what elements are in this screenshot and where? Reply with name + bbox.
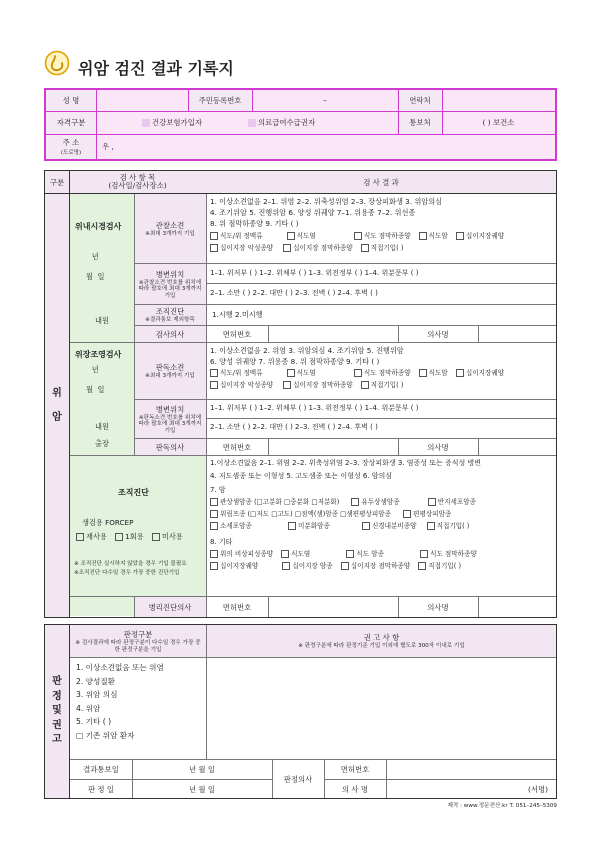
judge-item[interactable]: 4. 위암 — [76, 703, 101, 713]
addr-label-sub: (도로명) — [60, 150, 82, 156]
checkbox[interactable] — [287, 369, 295, 377]
checkbox[interactable] — [354, 369, 362, 377]
stomach-side-label: 위 암 — [45, 194, 69, 617]
checkbox[interactable] — [152, 533, 160, 541]
checkbox[interactable] — [419, 232, 427, 240]
other-row — [210, 562, 554, 570]
footer-credit: 제작 : www.정문전산.kr T. 051–245–5309 — [447, 803, 557, 809]
notify-date-label: 결과통보일 — [83, 765, 119, 774]
judge-item[interactable]: 1. 이상소견없음 또는 위염 — [76, 663, 164, 672]
phone-field[interactable] — [442, 90, 555, 111]
verdict-license-field[interactable] — [386, 760, 556, 779]
verdict-doctor-name-label: 의 사 명 — [341, 784, 369, 794]
biopsy-doctor-name-field[interactable] — [478, 597, 556, 617]
endo-doctor-name-label: 의사명 — [427, 329, 449, 339]
biopsy-sample: 생검용 FORCEP — [82, 518, 134, 527]
checkbox[interactable] — [341, 562, 349, 570]
biopsy-sample-opts — [76, 533, 183, 541]
biopsy-doctor-label: 병리진단의사 — [134, 597, 206, 617]
checkbox-label: 직접기입( ) — [436, 522, 470, 530]
checkbox[interactable] — [210, 244, 218, 252]
checkbox[interactable] — [283, 381, 291, 389]
checkbox-label: 식도암 — [428, 369, 448, 378]
checkbox[interactable] — [115, 533, 123, 541]
cancer-row — [210, 510, 554, 518]
checkbox[interactable] — [282, 562, 290, 570]
endo-findings-label-text: 관찰소견 — [155, 220, 185, 230]
endo-findings-line: 4. 조기위암 5. 진행위암 6. 양성 위궤양 7–1. 위용종 7–2. 위선종 — [210, 208, 416, 218]
notify-date-field[interactable]: 년 월 일 — [188, 765, 216, 774]
endo-date: 년 월 일 — [86, 252, 105, 282]
ugi-date: 년 월 일 — [86, 365, 105, 395]
endo-location-label — [134, 264, 206, 304]
name-field[interactable] — [96, 90, 188, 111]
checkbox-label: 식도염 — [296, 231, 316, 240]
endo-location-line2: 2–1. 소만 ( ) 2–2. 대만 ( ) 2–3. 전벽 ( ) 2–4. 후벽 ( ) — [210, 289, 378, 297]
sign-label: (서명) — [527, 784, 548, 794]
ugi-license-label: 면허번호 — [222, 442, 252, 452]
checkbox-label: 십이지장 점막하종양 — [293, 381, 353, 390]
addr-label — [46, 134, 96, 159]
endo-box-row — [210, 244, 554, 252]
verdict-side-label: 판 정 및 권 고 — [45, 625, 69, 798]
ugi-doctor-name-label: 의사명 — [427, 442, 449, 452]
ugi-findings-label-text: 판독소견 — [155, 363, 185, 373]
checkbox[interactable] — [427, 522, 435, 530]
checkbox-label: 십이지장 암종 — [292, 562, 333, 570]
checkbox-label: 십이지장 악성종양 — [220, 381, 274, 390]
biopsy-note1: ※ 조직진단 실시하지 않았을 경우 기입 불필요 — [74, 561, 187, 567]
endo-findings-line: 8. 위 점막하종양 9. 기타 ( ) — [210, 219, 299, 229]
judge-item[interactable]: 3. 위암 의심 — [76, 690, 118, 700]
judge-doctor-label: 판정의사 — [283, 774, 313, 784]
checkbox-label: 식도 점막하종양 — [363, 231, 411, 240]
checkbox-label: 식도암 — [428, 231, 448, 240]
page-title: 위암 검진 결과 기록지 — [78, 59, 234, 78]
clinic-field[interactable]: ( ) 보건소 — [442, 111, 555, 134]
endo-license-field[interactable] — [268, 326, 398, 342]
exam-header-col2a: 검 사 항 목 — [119, 172, 156, 182]
exam-header-col2 — [69, 171, 206, 193]
ugi-findings-line: 6. 양성 위궤양 7. 위용종 8. 위 점막하종양 9. 기타 ( ) — [210, 357, 380, 367]
qual-label: 자격구분 — [46, 111, 96, 134]
endo-findings-sub: ※최대 3개까지 기입 — [145, 230, 195, 237]
stomach-logo-icon — [44, 50, 70, 76]
judge-sub: ※ 검사결과에 따라 판정구분이 다수일 경우 가장 중한 판정구분을 기입 — [75, 640, 201, 653]
checkbox[interactable] — [403, 510, 411, 518]
checkbox[interactable] — [210, 498, 218, 506]
name-label: 성 명 — [46, 90, 96, 111]
verdict-license-label: 면허번호 — [340, 765, 370, 774]
biopsy-results — [210, 460, 554, 570]
biopsy-line: 4. 저도샘종 또는 이형성 5. 고도샘종 또는 이형성 6. 암의심 — [210, 472, 393, 480]
checkbox-label: 십이지장궤양 — [465, 369, 505, 378]
checkbox-label: 십이지장궤양 — [465, 231, 505, 240]
advice-sub: ※ 판정구분에 따라 판정기준 기입 이외에 별도로 300자 이내로 기입 — [298, 643, 465, 650]
endo-biopsy-label-text: 조직진단 — [155, 307, 185, 317]
checkbox[interactable] — [210, 550, 218, 558]
checkbox-label: 유두상샘암종 — [361, 498, 400, 506]
checkbox-label: 편평상피암종 — [413, 510, 452, 518]
checkbox-label: 식도염 — [291, 550, 311, 558]
ugi-license-field[interactable] — [268, 439, 398, 455]
checkbox[interactable] — [210, 522, 218, 530]
ugi-findings-line: 1. 이상소견없음 2. 위염 3. 위암의심 4. 조기위암 5. 진행위암 — [210, 346, 404, 355]
checkbox-label: 직접기입( ) — [428, 562, 462, 570]
ugi-findings-sub: ※최대 3개까지 기입 — [145, 373, 195, 380]
qual-field — [96, 111, 398, 134]
checkbox-label: 소세포암종 — [220, 522, 252, 530]
checkbox[interactable] — [354, 232, 362, 240]
judge-date-label: 판 정 일 — [87, 784, 115, 794]
checkbox[interactable] — [420, 550, 428, 558]
checkbox-label: 반지세포암종 — [437, 498, 476, 506]
checkbox[interactable] — [418, 562, 426, 570]
ugi-box-row — [210, 381, 554, 389]
checkbox[interactable] — [210, 381, 218, 389]
ugi-location-label — [134, 400, 206, 438]
addr-field[interactable]: 우 , — [96, 134, 555, 159]
biopsy-line: 8. 기타 — [210, 538, 233, 546]
endo-place: 내원 — [95, 316, 109, 325]
judge-items — [76, 664, 164, 740]
addr-label-text: 주 소 — [62, 138, 80, 147]
checkbox-label: 식도 암종 — [356, 550, 384, 558]
qual-option-2: 의료급여수급권자 — [257, 118, 316, 127]
endo-biopsy-value: 1.시행 2.미시행 — [212, 310, 263, 319]
endo-findings-label — [134, 194, 206, 263]
ugi-location-label-text: 병변위치 — [155, 404, 185, 414]
endo-license-label: 면허번호 — [222, 329, 252, 339]
checkbox-label: 식도/위 정맥류 — [220, 231, 263, 240]
checkbox-label: 미사용 — [161, 532, 183, 541]
checkbox[interactable] — [210, 510, 218, 518]
biopsy-title: 조직진단 — [118, 488, 149, 497]
ugi-doctor-label: 판독의사 — [134, 439, 206, 455]
qual-checkbox-1[interactable] — [142, 119, 150, 127]
checkbox-label: 식도/위 정맥류 — [220, 369, 263, 378]
endo-location-sub: ※관찰소견 번호를 위치에 따라 괄호에 최대 3개까지 기입 — [138, 279, 202, 299]
qual-checkbox-2[interactable] — [248, 119, 256, 127]
checkbox-label: 직접기입( ) — [370, 381, 404, 390]
exam-header-col2b: (검사일/검사장소) — [108, 181, 167, 190]
checkbox-label: 신경내분비종양 — [371, 522, 417, 530]
checkbox-label: 십이지장 점막하종양 — [293, 243, 353, 252]
checkbox[interactable] — [361, 381, 369, 389]
biopsy-license-field[interactable] — [268, 597, 398, 617]
biopsy-line: 7. 암 — [210, 486, 226, 494]
endo-box-row — [210, 232, 554, 240]
judge-item[interactable]: □ 기존 위암 환자 — [76, 730, 135, 740]
checkbox[interactable] — [362, 522, 370, 530]
exam-header-col3: 검 사 결 과 — [206, 171, 556, 193]
checkbox[interactable] — [210, 369, 218, 377]
checkbox[interactable] — [346, 550, 354, 558]
advice-header — [207, 625, 556, 657]
cancer-row — [210, 522, 554, 530]
ugi-location-sub: ※판독소견 번호를 위치에 따라 괄호에 최대 3개까지 기입 — [138, 414, 202, 434]
endo-biopsy-sub: ※결과통보 제외항목 — [145, 317, 195, 324]
phone-label: 연락처 — [398, 90, 442, 111]
endo-location-label-text: 병변위치 — [155, 269, 185, 279]
checkbox[interactable] — [283, 244, 291, 252]
judge-item[interactable]: 2. 양성질환 — [76, 676, 116, 686]
checkbox[interactable] — [287, 232, 295, 240]
clinic-label: 통보처 — [398, 111, 442, 134]
checkbox-label: 십이지장 점막하종양 — [350, 562, 411, 570]
checkbox-label: 재사용 — [86, 532, 107, 541]
endo-findings-line: 1. 이상소견없음 2–1. 위염 2–2. 위축성위염 2–3. 장상피화생 3. 위암의심 — [210, 197, 443, 206]
biopsy-note2: ※조직진단 다수일 경우 가장 중한 진단기입 — [74, 570, 180, 576]
ugi-box-row — [210, 369, 554, 377]
checkbox-label: 십이지장 악성종양 — [220, 243, 274, 252]
checkbox[interactable] — [210, 562, 218, 570]
checkbox-label: 식도 점막하종양 — [430, 550, 477, 558]
checkbox[interactable] — [210, 232, 218, 240]
ugi-title: 위장조영검사 — [75, 350, 122, 359]
verdict-doctor-name-field[interactable] — [386, 780, 556, 798]
endo-location-line1: 1–1. 위저부 ( ) 1–2. 위체부 ( ) 1–3. 위전정부 ( ) 1–4. 위분문부 ( ) — [210, 269, 419, 277]
checkbox[interactable] — [428, 498, 436, 506]
ugi-findings — [210, 347, 554, 389]
checkbox[interactable] — [456, 369, 464, 377]
endo-doctor-label: 검사의사 — [134, 326, 206, 342]
ugi-location-line2: 2–1. 소만 ( ) 2–2. 대만 ( ) 2–3. 전벽 ( ) 2–4. 후벽 ( ) — [210, 423, 378, 431]
biopsy-line: 1.이상소견없음 2–1. 위염 2–2. 위축성위염 2–3. 장상피화생 3. 염증성 또는 증식성 병변 — [210, 459, 482, 467]
ugi-location-line1: 1–1. 위저부 ( ) 1–2. 위체부 ( ) 1–3. 위전정부 ( ) 1–4. 위분문부 ( ) — [210, 404, 419, 412]
checkbox-label: 직접기입( ) — [370, 243, 404, 252]
rrn-label: 주민등록번호 — [188, 90, 252, 111]
endo-doctor-name-field[interactable] — [478, 326, 556, 342]
checkbox-label: 미분화암종 — [297, 522, 330, 530]
judge-header — [70, 625, 206, 657]
biopsy-license-label: 면허번호 — [222, 602, 252, 612]
checkbox-label: 1회용 — [125, 532, 144, 541]
cancer-row — [210, 498, 554, 506]
checkbox[interactable] — [361, 244, 369, 252]
checkbox-label: 십이지장궤양 — [220, 562, 259, 570]
other-row — [210, 550, 554, 558]
ugi-place: 내원 출장 — [95, 422, 109, 449]
endo-biopsy-label — [134, 305, 206, 325]
checkbox[interactable] — [288, 522, 296, 530]
checkbox-label: 위림프종 (□저도 □고도) □점액(샘)암종 □샘편평상피암종 — [220, 510, 391, 518]
checkbox[interactable] — [281, 550, 289, 558]
rrn-field[interactable]: – — [252, 90, 398, 111]
checkbox-label: 식도염 — [296, 369, 316, 378]
judge-title: 판정구분 — [123, 630, 153, 640]
judge-date-field[interactable]: 년 월 일 — [188, 784, 216, 794]
judge-item[interactable]: 5. 기타 ( ) — [76, 717, 112, 727]
checkbox-label: 관상샘암종 (□고분화 □중분화 □저분화) — [220, 498, 340, 506]
checkbox-label: 식도 점막하종양 — [363, 369, 411, 378]
endo-title: 위내시경검사 — [75, 222, 122, 231]
advice-title: 권 고 사 항 — [363, 633, 400, 643]
checkbox[interactable] — [456, 232, 464, 240]
checkbox[interactable] — [76, 533, 84, 541]
qual-option-1: 건강보험가입자 — [152, 118, 202, 127]
checkbox-label: 위의 비상피성종양 — [220, 550, 274, 558]
advice-field[interactable] — [207, 658, 556, 758]
ugi-findings-label — [134, 343, 206, 399]
exam-header-col1: 구분 — [45, 171, 69, 193]
checkbox[interactable] — [419, 369, 427, 377]
checkbox[interactable] — [351, 498, 359, 506]
endo-findings — [210, 198, 554, 252]
biopsy-doctor-name-label: 의사명 — [427, 602, 449, 612]
ugi-doctor-name-field[interactable] — [478, 439, 556, 455]
